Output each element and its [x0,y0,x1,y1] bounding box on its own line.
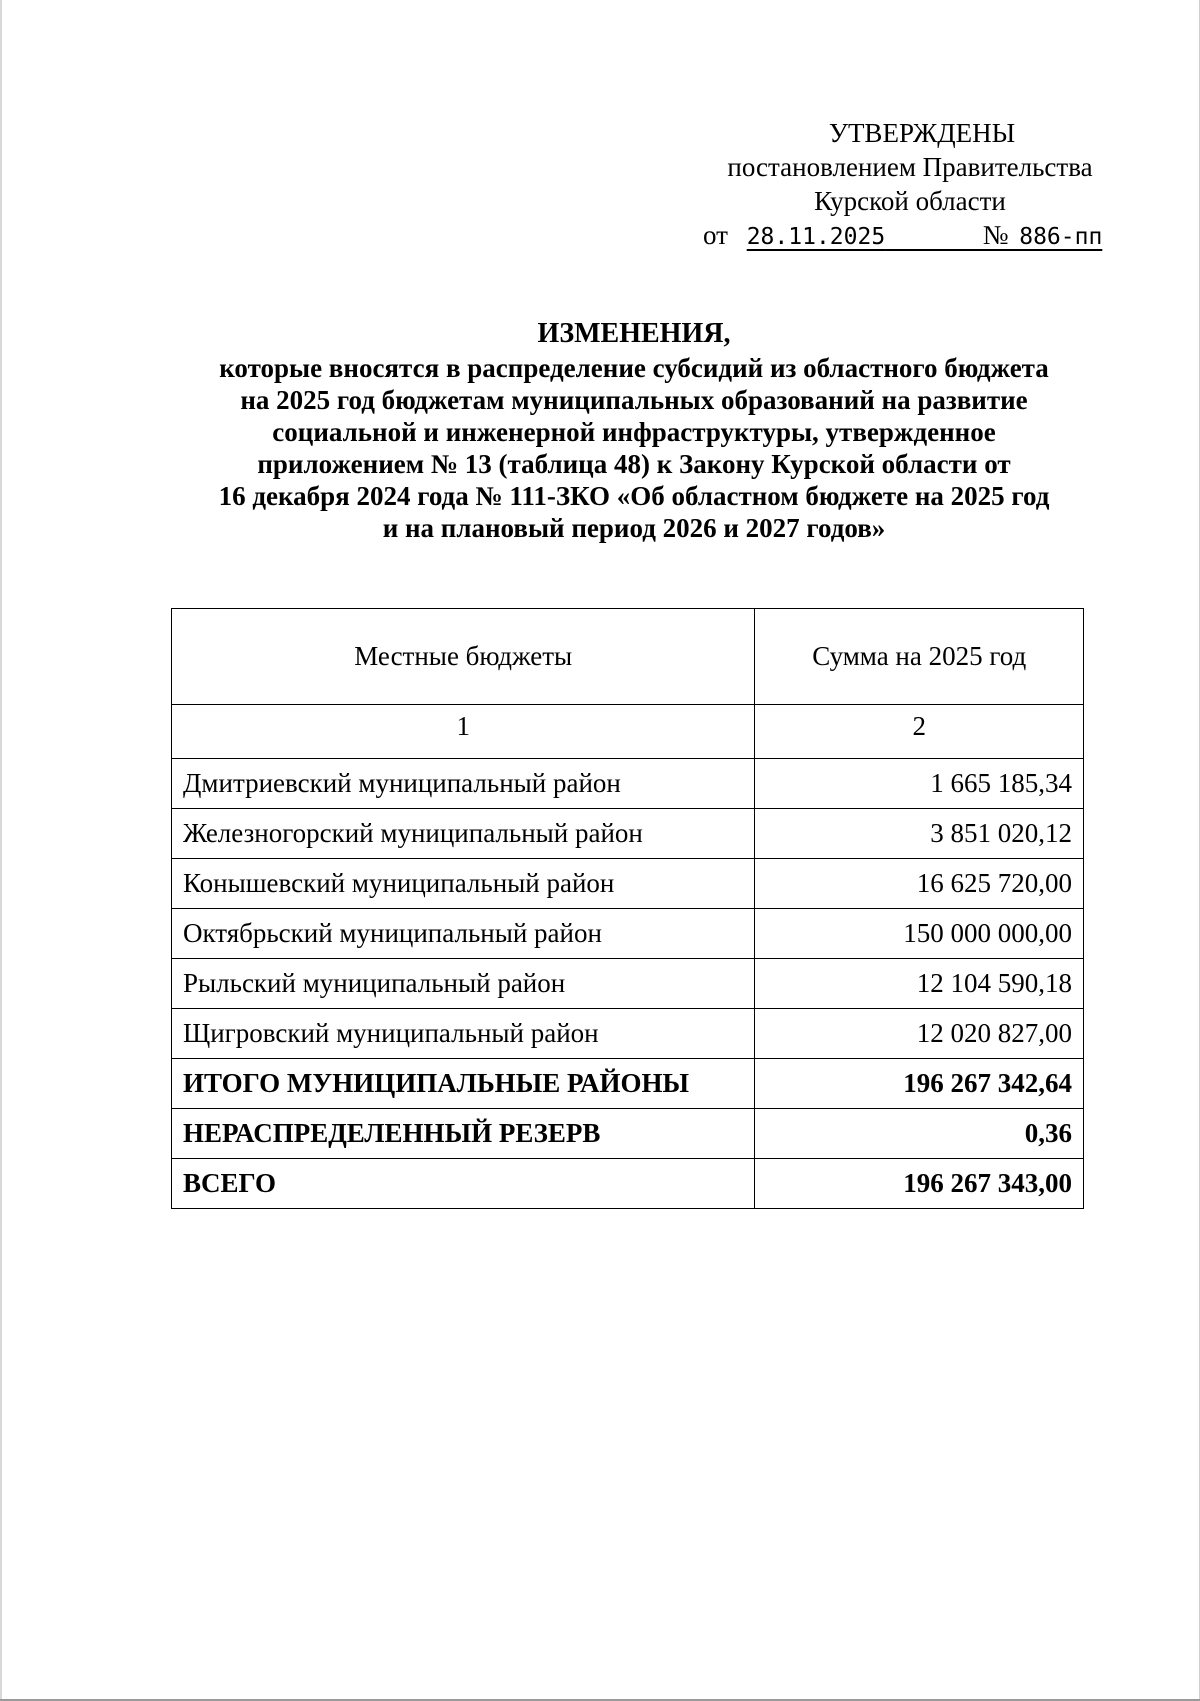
date-value: 28.11.2025 [746,224,886,250]
number-prefix: № [982,220,1009,250]
table-row [172,1009,1084,1059]
subsidy-table [171,608,1084,1209]
reserve-label: НЕРАСПРЕДЕЛЕННЫЙ РЕЗЕРВ [172,1109,755,1159]
district-amount: 12 020 827,00 [755,1009,1084,1059]
district-name: Рыльский муниципальный район [172,959,755,1009]
title-heading: ИЗМЕНЕНИЯ, [537,318,731,349]
district-name: Конышевский муниципальный район [172,859,755,909]
header-amount-2025: Сумма на 2025 год [755,609,1084,705]
grand-total-row [172,1159,1084,1209]
district-name: Щигровский муниципальный район [172,1009,755,1059]
column-number: 2 [755,705,1084,759]
header-local-budgets: Местные бюджеты [172,609,755,705]
approval-block [690,116,1130,218]
table-header-row [172,609,1084,705]
total-districts-row [172,1059,1084,1109]
table-row [172,959,1084,1009]
approval-line-3: Курской области [814,186,1006,216]
table-row [172,909,1084,959]
title-line: которые вносятся в распределение субсидий из областного бюджета [219,353,1049,383]
reserve-amount: 0,36 [755,1109,1084,1159]
approval-line-2: постановлением Правительства [727,152,1093,182]
grand-total-amount: 196 267 343,00 [755,1159,1084,1209]
title-line: приложением № 13 (таблица 48) к Закону Курской области от [257,449,1011,479]
table-row [172,759,1084,809]
scan-left-edge [0,0,2,1701]
grand-total-label: ВСЕГО [172,1159,755,1209]
district-amount: 16 625 720,00 [755,859,1084,909]
table-row [172,859,1084,909]
district-name: Железногорский муниципальный район [172,809,755,859]
approval-date-line [703,218,1143,254]
total-districts-label: ИТОГО МУНИЦИПАЛЬНЫЕ РАЙОНЫ [172,1059,755,1109]
column-number-row [172,705,1084,759]
total-districts-amount: 196 267 342,64 [755,1059,1084,1109]
district-amount: 1 665 185,34 [755,759,1084,809]
number-value: 886-пп [1019,224,1103,250]
district-amount: 150 000 000,00 [755,909,1084,959]
district-name: Октябрьский муниципальный район [172,909,755,959]
approval-title: УТВЕРЖДЕНЫ [828,118,1016,148]
district-amount: 3 851 020,12 [755,809,1084,859]
title-line: 16 декабря 2024 года № 111-ЗКО «Об областном бюджете на 2025 год [218,481,1050,511]
title-line: на 2025 год бюджетам муниципальных образований на развитие [240,385,1028,415]
column-number: 1 [172,705,755,759]
date-prefix: от [703,220,728,250]
document-title [160,318,1108,544]
reserve-row [172,1109,1084,1159]
district-name: Дмитриевский муниципальный район [172,759,755,809]
district-amount: 12 104 590,18 [755,959,1084,1009]
table-row [172,809,1084,859]
title-line: социальной и инженерной инфраструктуры, утвержденное [272,417,996,447]
title-line: и на плановый период 2026 и 2027 годов» [382,513,886,543]
